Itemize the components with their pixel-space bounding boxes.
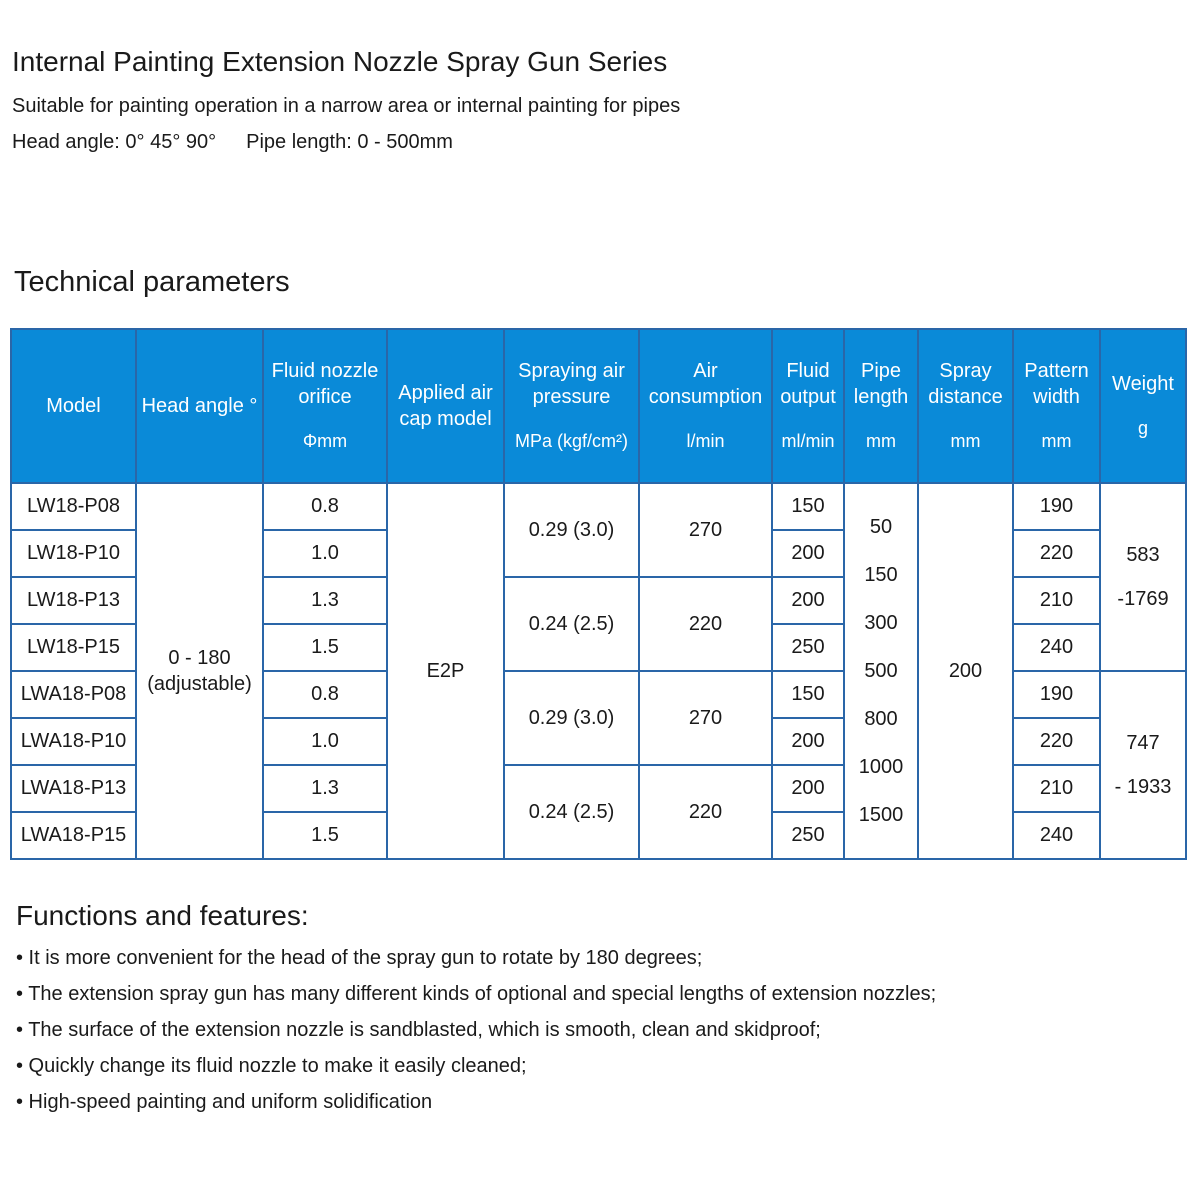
- pipe-length-summary: Pipe length: 0 - 500mm: [246, 131, 453, 153]
- model-cell: LW18-P10: [11, 530, 136, 577]
- fluid-output-cell: 250: [772, 812, 844, 859]
- orifice-cell: 1.3: [263, 577, 387, 624]
- col-head-angle: Head angle °: [136, 329, 263, 483]
- pattern-width-cell: 210: [1013, 577, 1100, 624]
- pattern-width-cell: 210: [1013, 765, 1100, 812]
- page-title: Internal Painting Extension Nozzle Spray Gun Series: [12, 46, 668, 77]
- pressure-cell: 0.24 (2.5): [504, 765, 639, 859]
- orifice-cell: 1.0: [263, 530, 387, 577]
- feature-item: • It is more convenient for the head of the spray gun to rotate by 180 degrees;: [16, 947, 703, 969]
- orifice-cell: 1.0: [263, 718, 387, 765]
- model-cell: LW18-P13: [11, 577, 136, 624]
- col-pipe-length: Pipe length mm: [844, 329, 918, 483]
- model-cell: LW18-P15: [11, 624, 136, 671]
- orifice-cell: 0.8: [263, 671, 387, 718]
- col-air-consumption: Air consumption l/min: [639, 329, 772, 483]
- pattern-width-cell: 220: [1013, 530, 1100, 577]
- fluid-output-cell: 200: [772, 765, 844, 812]
- weight-cell: 747 - 1933: [1100, 671, 1186, 859]
- pattern-width-cell: 240: [1013, 812, 1100, 859]
- pattern-width-cell: 190: [1013, 671, 1100, 718]
- pipe-length-cell: 50 150 300 500 800 1000 1500: [844, 483, 918, 859]
- weight-cell: 583 -1769: [1100, 483, 1186, 671]
- col-air-cap: Applied air cap model: [387, 329, 504, 483]
- feature-item: • High-speed painting and uniform solidification: [16, 1091, 433, 1113]
- orifice-cell: 0.8: [263, 483, 387, 530]
- air-consumption-cell: 220: [639, 577, 772, 671]
- spec-summary: [12, 131, 453, 154]
- pressure-cell: 0.29 (3.0): [504, 483, 639, 577]
- fluid-output-cell: 200: [772, 718, 844, 765]
- pattern-width-cell: 190: [1013, 483, 1100, 530]
- fluid-output-cell: 250: [772, 624, 844, 671]
- orifice-cell: 1.3: [263, 765, 387, 812]
- feature-item: • The extension spray gun has many different kinds of optional and special lengths of extension nozzles;: [16, 983, 937, 1005]
- fluid-output-cell: 150: [772, 483, 844, 530]
- pattern-width-cell: 220: [1013, 718, 1100, 765]
- model-cell: LW18-P08: [11, 483, 136, 530]
- col-weight: Weight g: [1100, 329, 1186, 483]
- model-cell: LWA18-P13: [11, 765, 136, 812]
- tech-heading: Technical parameters: [14, 266, 290, 298]
- air-consumption-cell: 270: [639, 483, 772, 577]
- table-header-row: [11, 329, 1186, 483]
- col-orifice: Fluid nozzle orifice Φmm: [263, 329, 387, 483]
- fluid-output-cell: 200: [772, 577, 844, 624]
- pattern-width-cell: 240: [1013, 624, 1100, 671]
- spec-table: [10, 328, 1187, 860]
- col-fluid-output: Fluid output ml/min: [772, 329, 844, 483]
- model-cell: LWA18-P10: [11, 718, 136, 765]
- model-cell: LWA18-P15: [11, 812, 136, 859]
- feature-item: • Quickly change its fluid nozzle to make it easily cleaned;: [16, 1055, 527, 1077]
- air-consumption-cell: 270: [639, 671, 772, 765]
- subtitle: Suitable for painting operation in a narrow area or internal painting for pipes: [12, 95, 681, 117]
- fluid-output-cell: 200: [772, 530, 844, 577]
- col-model: Model: [11, 329, 136, 483]
- spray-distance-cell: 200: [918, 483, 1013, 859]
- table-row: [11, 483, 1186, 530]
- col-pressure: Spraying air pressure MPa (kgf/cm²): [504, 329, 639, 483]
- features-heading: Functions and features:: [16, 900, 309, 931]
- fluid-output-cell: 150: [772, 671, 844, 718]
- col-spray-distance: Spray distance mm: [918, 329, 1013, 483]
- pressure-cell: 0.24 (2.5): [504, 577, 639, 671]
- orifice-cell: 1.5: [263, 812, 387, 859]
- col-pattern-width: Pattern width mm: [1013, 329, 1100, 483]
- pressure-cell: 0.29 (3.0): [504, 671, 639, 765]
- head-angle-cell: 0 - 180 (adjustable): [136, 483, 263, 859]
- model-cell: LWA18-P08: [11, 671, 136, 718]
- feature-item: • The surface of the extension nozzle is sandblasted, which is smooth, clean and skidproof;: [16, 1019, 821, 1041]
- air-cap-cell: E2P: [387, 483, 504, 859]
- head-angle-summary: Head angle: 0° 45° 90°: [12, 131, 217, 153]
- air-consumption-cell: 220: [639, 765, 772, 859]
- orifice-cell: 1.5: [263, 624, 387, 671]
